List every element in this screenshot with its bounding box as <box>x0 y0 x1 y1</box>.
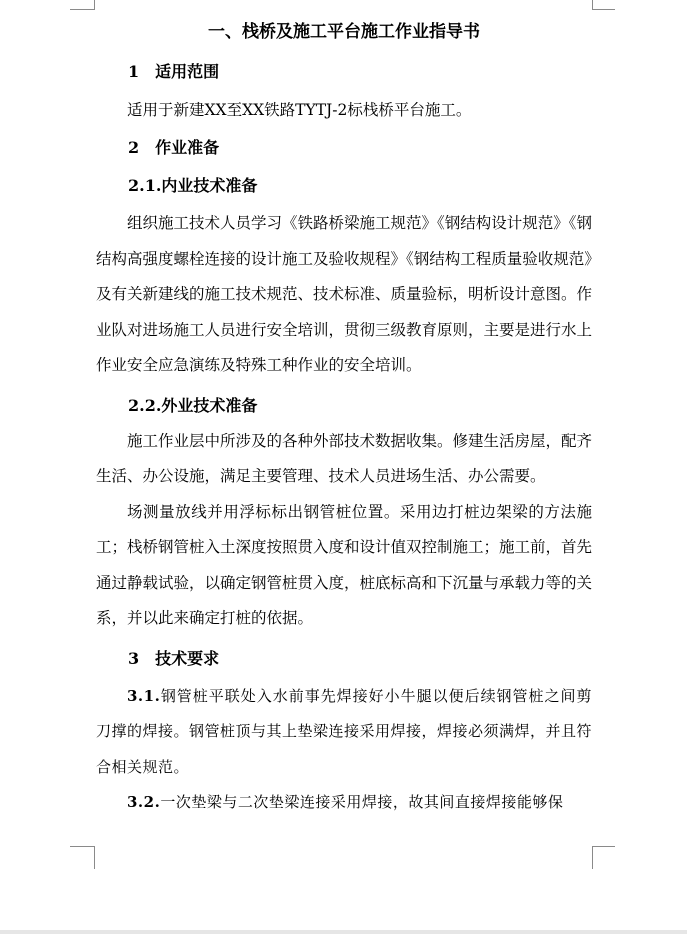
section-heading-preparation: 2 作业准备 <box>128 138 220 157</box>
paragraph-internal-prep: 组织施工技术人员学习《铁路桥梁施工规范》《钢结构设计规范》《钢结构高强度螺栓连接的设计施工及验收规程》《钢结构工程质量验收规范》及有关新建线的施工技术规范、技术标准、质量验标，明析设计意图。作业队对进场施工人员进行安全培训，贯彻三级教育原则，主要是进行水上作业安全应急演练及特殊工种作业的安全培训。 <box>96 214 593 374</box>
page-corner-mark-top-right <box>592 0 615 10</box>
item-number-3-1: 3.1. <box>127 686 161 705</box>
section-heading-scope: 1 适用范围 <box>128 62 220 81</box>
section-heading-technical-requirements: 3 技术要求 <box>128 648 220 668</box>
item-number-3-2: 3.2. <box>127 793 161 811</box>
paragraph-requirement-3-2 <box>96 785 592 821</box>
paragraph-external-prep-2: 场测量放线并用浮标标出钢管桩位置。采用边打桩边架梁的方法施工；栈桥钢管桩入土深度按照贯入度和设计值双控制施工；施工前，首先通过静载试验，以确定钢管桩贯入度，桩底标高和下沉量与承载力等的关系，并以此来确定打桩的依据。 <box>96 502 593 627</box>
paragraph-external-prep-1: 施工作业层中所涉及的各种外部技术数据收集。修建生活房屋，配齐生活、办公设施，满足主要管理、技术人员进场生活、办公需要。 <box>96 431 593 485</box>
page-bottom-edge <box>0 930 687 934</box>
page-corner-mark-bottom-left <box>70 846 95 869</box>
item-text-3-1: 钢管桩平联处入水前事先焊接好小牛腿以便后续钢管桩之间剪刀撑的焊接。钢管桩顶与其上垫梁连接采用焊接，焊接必须满焊，并且符合相关规范。 <box>96 686 593 776</box>
page-corner-mark-top-left <box>70 0 95 10</box>
document-title: 一、栈桥及施工平台施工作业指导书 <box>208 22 480 42</box>
subsection-heading-internal-prep: 2.1.内业技术准备 <box>128 176 258 195</box>
page-corner-mark-bottom-right <box>592 846 615 869</box>
item-text-3-2: 一次垫梁与二次垫梁连接采用焊接，故其间直接焊接能够保 <box>160 793 564 811</box>
paragraph-requirement-3-1 <box>96 679 592 786</box>
document-body <box>96 16 592 821</box>
paragraph-scope: 适用于新建XX至XX铁路TYTJ-2标栈桥平台施工。 <box>127 101 472 119</box>
subsection-heading-external-prep: 2.2.外业技术准备 <box>128 395 258 415</box>
